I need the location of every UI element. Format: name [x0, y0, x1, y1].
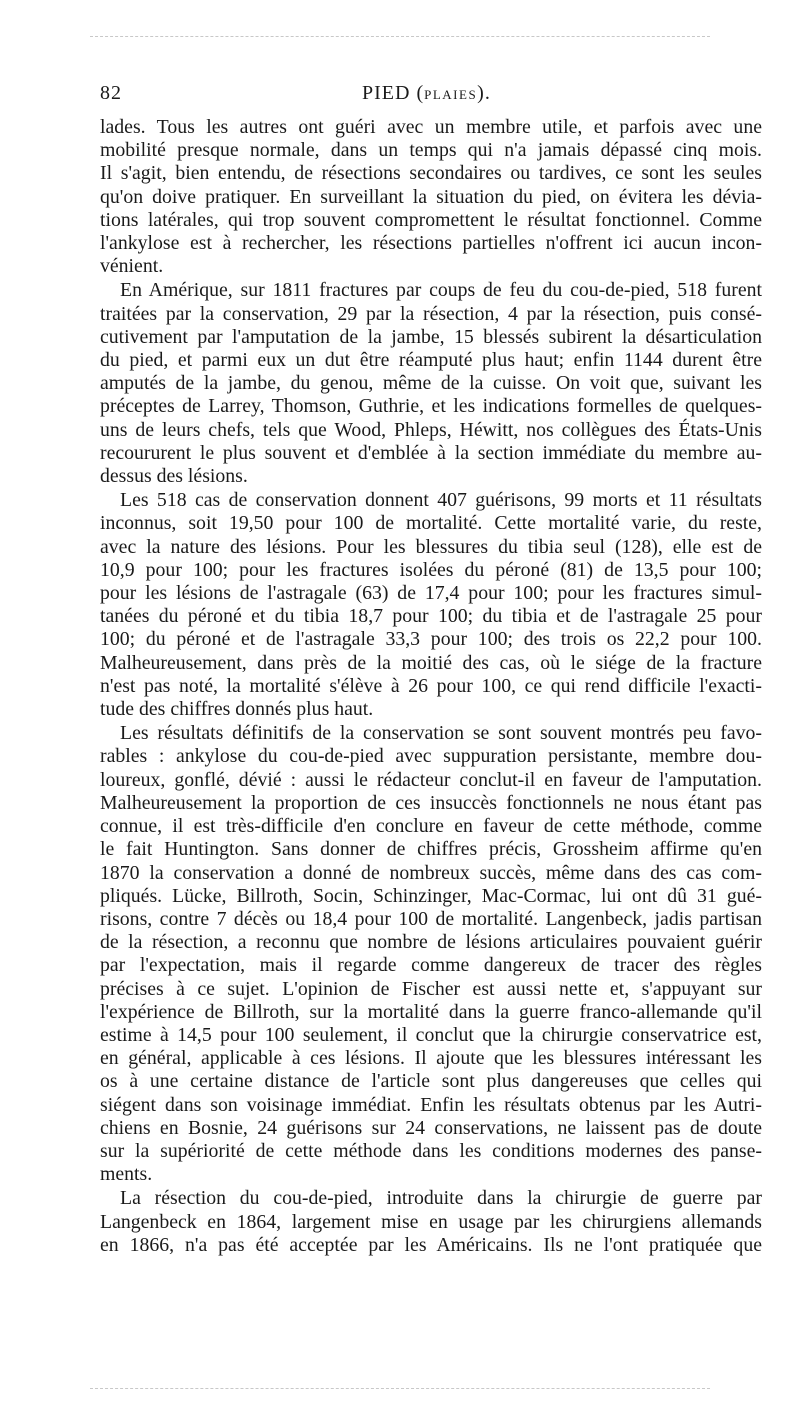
- text-body: [100, 116, 762, 1257]
- text-line: tude des chiffres donnés plus haut.: [100, 698, 374, 721]
- text-line: En Amérique, sur 1811 fractures par coups de feu du cou-de-pied, 518 furent: [120, 279, 762, 302]
- text-line: 10,9 pour 100; pour les fractures isolées du péroné (81) de 13,5 pour 100;: [100, 558, 762, 581]
- text-line: en 1866, n'a pas été acceptée par les Américains. Ils ne l'ont pratiquée que: [100, 1233, 762, 1256]
- text-line: 1870 la conservation a donné de nombreux succès, même dans des cas com-: [100, 861, 762, 884]
- running-title-main: PIED (: [362, 82, 425, 104]
- text-line: Malheureusement la proportion de ces insuccès fonctionnels ne nous étant pas: [100, 791, 762, 814]
- text-line: recoururent le plus souvent et d'emblée à la section immédiate du membre au-: [100, 441, 762, 464]
- text-line: préceptes de Larrey, Thomson, Guthrie, et les indications formelles de quelques-: [100, 395, 762, 418]
- text-line: estime à 14,5 pour 100 seulement, il conclut que la chirurgie conservatrice est,: [100, 1023, 762, 1046]
- scan-noise-top: [90, 36, 710, 37]
- text-line: rables : ankylose du cou-de-pied avec suppuration persistante, membre dou-: [100, 745, 762, 768]
- text-line: Il s'agit, bien entendu, de résections secondaires ou tardives, ce sont les seules: [100, 162, 762, 185]
- text-line: Les 518 cas de conservation donnent 407 guérisons, 99 morts et 11 résultats: [120, 489, 762, 512]
- text-line: pour les lésions de l'astragale (63) de 17,4 pour 100; pour les fractures simul-: [100, 582, 762, 605]
- paragraph-3: [100, 489, 762, 721]
- text-line: en général, applicable à ces lésions. Il ajoute que les blessures intéressant les: [100, 1047, 762, 1070]
- paragraph-5: [100, 1187, 762, 1257]
- text-line: du pied, et parmi eux un dut être réamputé plus haut; enfin 1144 durent être: [100, 349, 762, 372]
- paragraph-4: [100, 722, 762, 1186]
- text-line: connue, il est très-difficile d'en conclure en faveur de cette méthode, comme: [100, 815, 762, 838]
- text-line: os à une certaine distance de l'article sont plus dangereuses que celles qui: [100, 1070, 762, 1093]
- text-line: par l'expectation, mais il regarde comme dangereux de tracer des règles: [100, 954, 762, 977]
- text-line: risons, contre 7 décès ou 18,4 pour 100 de mortalité. Langenbeck, jadis partisan: [100, 907, 762, 930]
- text-line: pliqués. Lücke, Billroth, Socin, Schinzinger, Mac-Cormac, lui ont dû 31 gué-: [100, 884, 762, 907]
- text-line: l'expérience de Billroth, sur la mortalité dans la guerre franco-allemande qu'il: [100, 1000, 762, 1023]
- text-line: de la résection, a reconnu que nombre de lésions articulaires pouvaient guérir: [100, 931, 762, 954]
- text-line: dessus des lésions.: [100, 465, 248, 488]
- text-line: tions latérales, qui trop souvent compromettent le résultat fonctionnel. Comme: [100, 208, 762, 231]
- text-line: La résection du cou-de-pied, introduite dans la chirurgie de guerre par: [120, 1187, 762, 1210]
- scan-noise-bottom: [90, 1388, 710, 1389]
- running-title: [362, 82, 491, 105]
- paragraph-1: [100, 116, 762, 278]
- text-line: siégent dans son voisinage immédiat. Enfin les résultats obtenus par les Autri-: [100, 1093, 762, 1116]
- text-line: sur la supériorité de cette méthode dans les conditions modernes des panse-: [100, 1139, 762, 1162]
- text-line: cutivement par l'amputation de la jambe, 15 blessés subirent la désarticulation: [100, 325, 762, 348]
- text-line: 100; du péroné et de l'astragale 33,3 pour 100; des trois os 22,2 pour 100.: [100, 628, 762, 651]
- text-line: Malheureusement, dans près de la moitié des cas, où le siége de la fracture: [100, 651, 762, 674]
- text-line: Langenbeck en 1864, largement mise en usage par les chirurgiens allemands: [100, 1210, 762, 1233]
- running-title-close: ).: [477, 82, 491, 104]
- text-line: le fait Huntington. Sans donner de chiffres précis, Grossheim affirme qu'en: [100, 838, 762, 861]
- text-line: vénient.: [100, 255, 164, 278]
- text-line: l'ankylose est à rechercher, les résections partielles n'offrent ici aucun incon-: [100, 232, 762, 255]
- text-line: amputés de la jambe, du genou, même de la cuisse. On voit que, suivant les: [100, 372, 762, 395]
- page-header: [100, 82, 762, 112]
- running-title-small-caps: PLAIES: [424, 87, 478, 102]
- text-line: ments.: [100, 1163, 153, 1186]
- page-number: 82: [100, 82, 122, 104]
- text-line: n'est pas noté, la mortalité s'élève à 26 pour 100, ce qui rend difficile l'exacti-: [100, 674, 762, 697]
- text-line: loureux, gonflé, dévié : aussi le rédacteur conclut-il en faveur de l'amputation.: [100, 768, 762, 791]
- paragraph-2: [100, 279, 762, 488]
- text-line: qu'on doive pratiquer. En surveillant la situation du pied, on évitera les dévia-: [100, 185, 762, 208]
- text-line: chiens en Bosnie, 24 guérisons sur 24 conservations, ne laissent pas de doute: [100, 1116, 762, 1139]
- text-line: avec la nature des lésions. Pour les blessures du tibia seul (128), elle est de: [100, 535, 762, 558]
- text-line: tanées du péroné et du tibia 18,7 pour 100; du tibia et de l'astragale 25 pour: [100, 605, 762, 628]
- text-line: uns de leurs chefs, tels que Wood, Phleps, Héwitt, nos collègues des États-Unis: [100, 418, 762, 441]
- text-line: inconnus, soit 19,50 pour 100 de mortalité. Cette mortalité varie, du reste,: [100, 512, 762, 535]
- text-line: Les résultats définitifs de la conservation se sont souvent montrés peu favo-: [120, 722, 762, 745]
- text-line: traitées par la conservation, 29 par la résection, 4 par la résection, puis consé-: [100, 302, 762, 325]
- text-line: mobilité presque normale, dans un temps qui n'a jamais dépassé cinq mois.: [100, 139, 762, 162]
- text-line: lades. Tous les autres ont guéri avec un membre utile, et parfois avec une: [100, 116, 762, 138]
- text-line: précises à ce sujet. L'opinion de Fischer est aussi nette et, s'appuyant sur: [100, 977, 762, 1000]
